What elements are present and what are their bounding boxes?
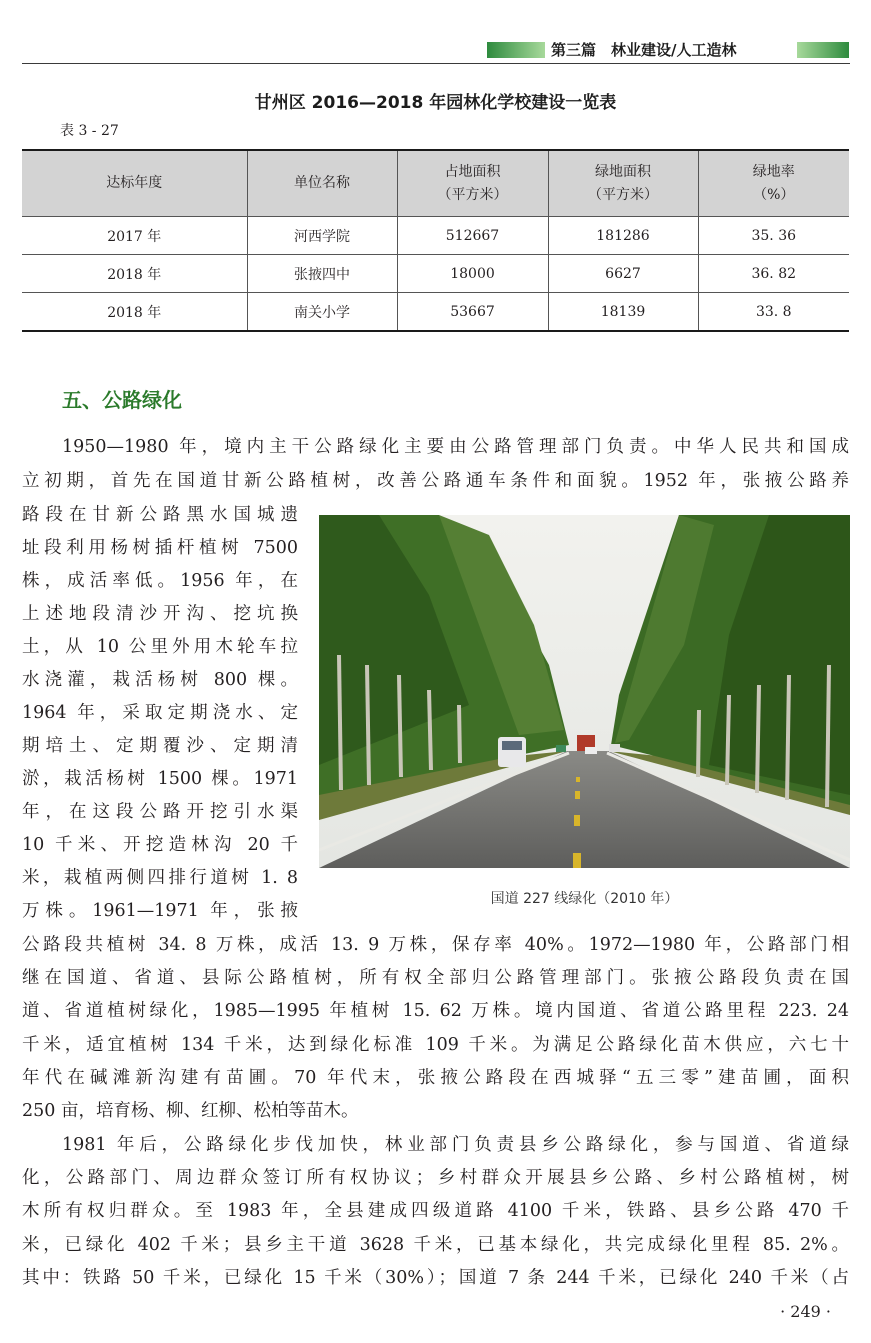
table-cell: 35. 36 — [698, 217, 849, 255]
col-header-unit: 单位名称 — [247, 150, 397, 217]
col-header-green-area: 绿地面积 （平方米） — [548, 150, 698, 217]
body-text-line: 公路段共植树 34. 8 万株，成活 13. 9 万株，保存率 40%。1972—1980 年，公路部门相 — [22, 935, 849, 955]
table-row — [22, 293, 849, 332]
body-text-line: 千米，适宜植树 134 千米，达到绿化标准 109 千米。为满足公路绿化苗木供应，六七十 — [22, 1035, 849, 1055]
table-cell: 181286 — [548, 217, 698, 255]
col-header-green-rate: 绿地率 （%） — [698, 150, 849, 217]
photo-caption: 国道 227 线绿化（2010 年） — [490, 891, 679, 907]
header-rule — [22, 63, 850, 64]
body-text-line: 1964 年，采取定期浇水、定 — [22, 703, 298, 723]
table-cell: 18000 — [397, 255, 548, 293]
col-header-year: 达标年度 — [22, 150, 247, 217]
table-cell: 2017 年 — [22, 217, 247, 255]
body-text-line: 米，已绿化 402 千米；县乡主干道 3628 千米，已基本绿化，共完成绿化里程 85. 2%。 — [22, 1235, 849, 1255]
table-row — [22, 217, 849, 255]
body-text-line: 米，栽植两侧四排行道树 1. 8 — [22, 868, 298, 888]
table-cell: 53667 — [397, 293, 548, 332]
table-row — [22, 255, 849, 293]
table-title: 甘州区 2016—2018 年园林化学校建设一览表 — [254, 93, 617, 113]
body-text-line: 继在国道、省道、县际公路植树，所有权全部归公路管理部门。张掖公路段负责在国 — [22, 968, 849, 988]
table-cell: 2018 年 — [22, 293, 247, 332]
body-text-line: 路段在甘新公路黑水国城遗 — [22, 505, 298, 525]
body-text-line: 化，公路部门、周边群众签订所有权协议；乡村群众开展县乡公路、乡村公路植树，树 — [22, 1168, 849, 1188]
body-text-line: 道、省道植树绿化，1985—1995 年植树 15. 62 万株。境内国道、省道公路里程 223. 24 — [22, 1001, 849, 1021]
header-decor-bar-left — [487, 42, 545, 58]
table-cell: 张掖四中 — [247, 255, 397, 293]
table-cell: 18139 — [548, 293, 698, 332]
col-header-land-area: 占地面积 （平方米） — [397, 150, 548, 217]
body-text-line: 10 千米、开挖造林沟 20 千 — [22, 835, 298, 855]
body-text-line: 250 亩，培育杨、柳、红柳、松柏等苗木。 — [22, 1101, 359, 1121]
table-cell: 512667 — [397, 217, 548, 255]
body-text-line: 淤，栽活杨树 1500 棵。1971 — [22, 769, 298, 789]
table-cell: 河西学院 — [247, 217, 397, 255]
table-cell: 6627 — [548, 255, 698, 293]
table-cell: 南关小学 — [247, 293, 397, 332]
school-greening-table — [22, 149, 849, 332]
body-text-line: 万株。1961—1971 年，张掖 — [22, 901, 298, 921]
body-text-line: 土，从 10 公里外用木轮车拉 — [22, 637, 298, 657]
table-cell: 36. 82 — [698, 255, 849, 293]
body-text-line: 址段利用杨树插杆植树 7500 — [22, 538, 298, 558]
road-greening-photo — [319, 515, 850, 868]
body-text-line: 株，成活率低。1956 年，在 — [22, 571, 298, 591]
body-text-line: 立初期，首先在国道甘新公路植树，改善公路通车条件和面貌。1952 年，张掖公路养 — [22, 471, 849, 491]
body-text-line: 上述地段清沙开沟、挖坑换 — [22, 604, 298, 624]
body-text-line: 木所有权归群众。至 1983 年，全县建成四级道路 4100 千米，铁路、县乡公路 470 千 — [22, 1201, 849, 1221]
body-text-line: 水浇灌，栽活杨树 800 棵。 — [22, 670, 298, 690]
table-cell: 33. 8 — [698, 293, 849, 332]
body-text-line: 1950—1980 年，境内主干公路绿化主要由公路管理部门负责。中华人民共和国成 — [62, 437, 849, 457]
section-heading: 五、公路绿化 — [62, 388, 182, 412]
table-number: 表 3 - 27 — [60, 123, 119, 139]
header-decor-bar-right — [797, 42, 849, 58]
page-number: · 249 · — [780, 1302, 831, 1321]
body-text-line: 期培土、定期覆沙、定期清 — [22, 736, 298, 756]
body-text-line: 其中：铁路 50 千米，已绿化 15 千米（30%）；国道 7 条 244 千米，已绿化 240 千米（占 — [22, 1268, 849, 1288]
running-header-title: 第三篇 林业建设/人工造林 — [551, 41, 737, 59]
body-text-line: 年代在碱滩新沟建有苗圃。70 年代末，张掖公路段在西城驿“五三零”建苗圃，面积 — [22, 1068, 849, 1088]
table-cell: 2018 年 — [22, 255, 247, 293]
body-text-line: 年，在这段公路开挖引水渠 — [22, 802, 298, 822]
table-header-row — [22, 150, 849, 217]
body-text-line: 1981 年后，公路绿化步伐加快，林业部门负责县乡公路绿化，参与国道、省道绿 — [62, 1135, 849, 1155]
